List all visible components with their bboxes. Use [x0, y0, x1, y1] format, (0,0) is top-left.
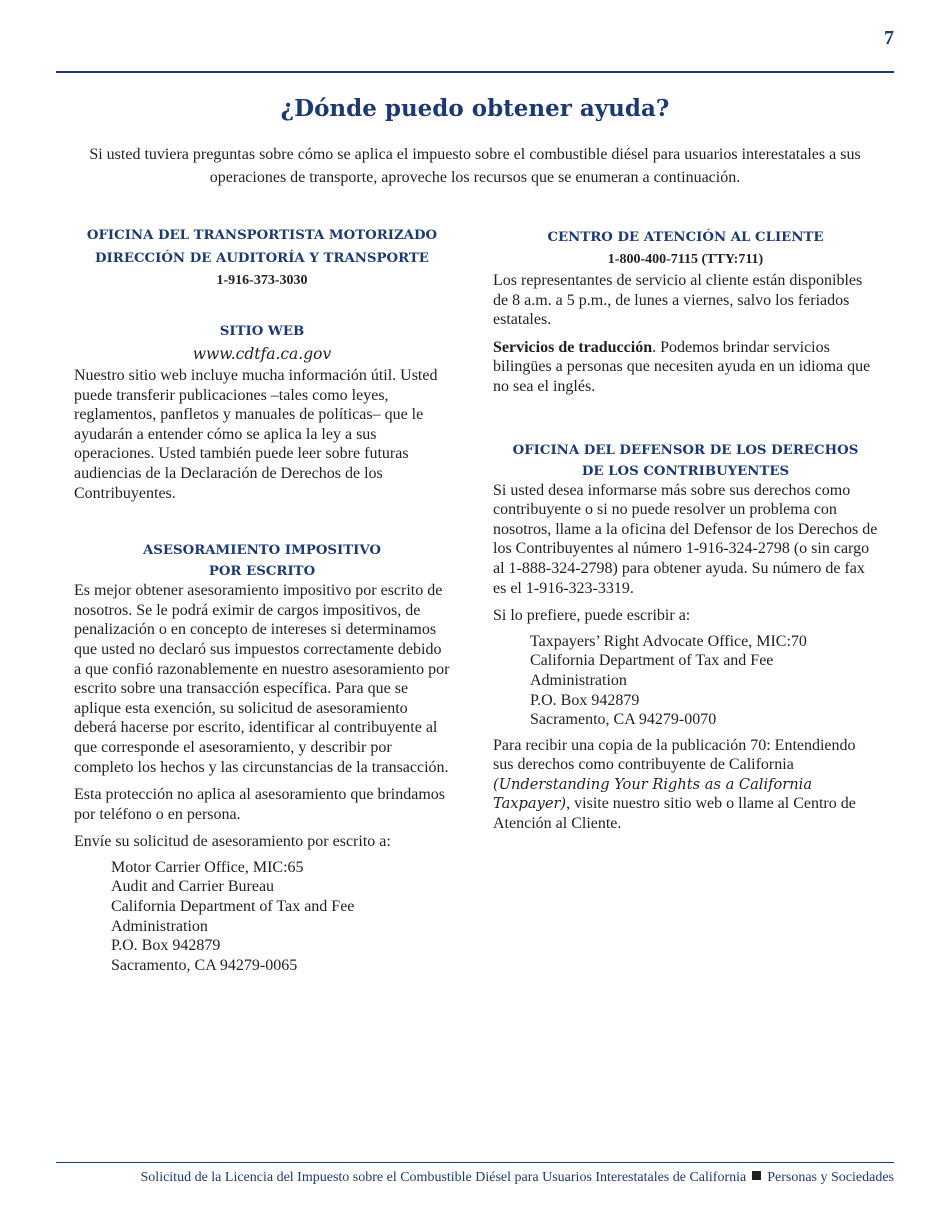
publication-paragraph — [493, 736, 878, 834]
advice-paragraph: Esta protección no aplica al asesoramiento que brindamos por teléfono o en persona. — [74, 786, 445, 823]
section-heading: DIRECCIÓN DE AUDITORÍA Y TRANSPORTE — [95, 251, 429, 266]
advice-paragraph: Es mejor obtener asesoramiento impositivo por escrito de nosotros. Se le podrá eximir de cargos impositivos, de penalización o en concepto de intereses si determinamos que usted no declaró sus impuestos correctamente debido a que confió razonablemente en nuestro asesoramiento por escrito sobre una transacción específica. Para que se aplique esta exención, su solicitud de asesoramiento deberá hacerse por escrito, identificar al contribuyente al que corresponde el asesoramiento, y describir por completo los hechos y las circunstancias de la transacción. — [74, 582, 450, 776]
section-heading: CENTRO DE ATENCIÓN AL CLIENTE — [547, 230, 824, 245]
footer-publication-title: Solicitud de la Licencia del Impuesto sobre el Combustible Diésel para Usuarios Interestatales de California — [140, 1170, 747, 1185]
translation-label: Servicios de traducción — [493, 338, 653, 356]
section-heading: DE LOS CONTRIBUYENTES — [581, 463, 790, 479]
website-url[interactable]: www.cdtfa.ca.gov — [192, 345, 332, 363]
taxpayer-advocate-section — [493, 439, 878, 834]
section-heading: OFICINA DEL DEFENSOR DE LOS DERECHOS — [512, 442, 859, 458]
intro-paragraph: Si usted tuviera preguntas sobre cómo se aplica el impuesto sobre el combustible diésel para usuarios interestatales a sus operaciones de transporte, aproveche los recursos que se enumeran a continuación. — [89, 146, 861, 186]
address-line: Taxpayers’ Right Advocate Office, MIC:70 — [530, 632, 807, 650]
publication-title: (Understanding Your Rights as a California Taxpayer) — [493, 775, 813, 813]
written-advice-section — [74, 539, 450, 975]
top-divider — [56, 71, 894, 73]
section-heading: ASESORAMIENTO IMPOSITIVO — [142, 543, 382, 559]
section-heading: SITIO WEB — [219, 324, 305, 339]
address-line: Administration — [111, 917, 208, 935]
advocate-paragraph: Si lo prefiere, puede escribir a: — [493, 607, 691, 625]
advocate-paragraph: Si usted desea informarse más sobre sus derechos como contribuyente o si no puede resolver un problema con nosotros, llame a la oficina del Defensor de los Derechos de los Contribuyentes al número 1-916-324-2798 (o sin cargo al 1-888-324-2798) para obtener ayuda. Su número de fax es el 1-916-323-3319. — [493, 481, 878, 597]
translation-paragraph — [493, 338, 878, 397]
publication-text: Para recibir una copia de la publicación 70: Entendiendo sus derechos como contribuyente de California — [493, 736, 856, 774]
page-footer — [56, 1169, 894, 1187]
page-number: 7 — [884, 27, 894, 49]
address-line: Administration — [530, 671, 627, 689]
page-title: ¿Dónde puedo obtener ayuda? — [280, 95, 670, 122]
motor-carrier-office-section — [74, 224, 450, 292]
bottom-divider — [56, 1162, 894, 1163]
advice-paragraph: Envíe su solicitud de asesoramiento por escrito a: — [74, 833, 391, 851]
address-line: California Department of Tax and Fee — [111, 898, 355, 916]
mailing-address — [530, 632, 878, 730]
address-line: P.O. Box 942879 — [111, 937, 221, 955]
address-line: P.O. Box 942879 — [530, 691, 640, 709]
customer-paragraph: Los representantes de servicio al cliente están disponibles de 8 a.m. a 5 p.m., de lunes a viernes, salvo los feriados estatales. — [493, 272, 863, 329]
square-bullet-icon — [752, 1171, 761, 1180]
website-section — [74, 320, 450, 503]
address-line: Sacramento, CA 94279-0070 — [530, 711, 717, 729]
footer-section-label: Personas y Sociedades — [767, 1170, 894, 1185]
publication-text: , visite nuestro sitio web o llame al Centro de Atención al Cliente. — [493, 795, 856, 833]
phone-number: 1-800-400-7115 (TTY:711) — [607, 252, 764, 267]
address-line: Audit and Carrier Bureau — [111, 878, 275, 896]
translation-text: . Podemos brindar servicios bilingües a personas que necesiten ayuda en un idioma que no sea el inglés. — [493, 338, 871, 395]
mailing-address — [111, 858, 450, 976]
section-heading: POR ESCRITO — [208, 564, 316, 580]
right-column — [493, 226, 878, 842]
left-column — [74, 224, 450, 981]
section-heading: OFICINA DEL TRANSPORTISTA MOTORIZADO — [86, 228, 438, 243]
address-line: California Department of Tax and Fee — [530, 652, 774, 670]
website-description: Nuestro sitio web incluye mucha información útil. Usted puede transferir publicaciones –tales como leyes, reglamentos, panfletos y manuales de políticas– que le ayudarán a entender cómo se aplica la ley a sus operaciones. Usted también puede leer sobre futuras audiencias de la Declaración de Derechos de los Contribuyentes. — [74, 367, 438, 502]
address-line: Motor Carrier Office, MIC:65 — [111, 858, 304, 876]
customer-service-section — [493, 226, 878, 397]
phone-number: 1-916-373-3030 — [216, 273, 308, 288]
address-line: Sacramento, CA 94279-0065 — [111, 956, 298, 974]
